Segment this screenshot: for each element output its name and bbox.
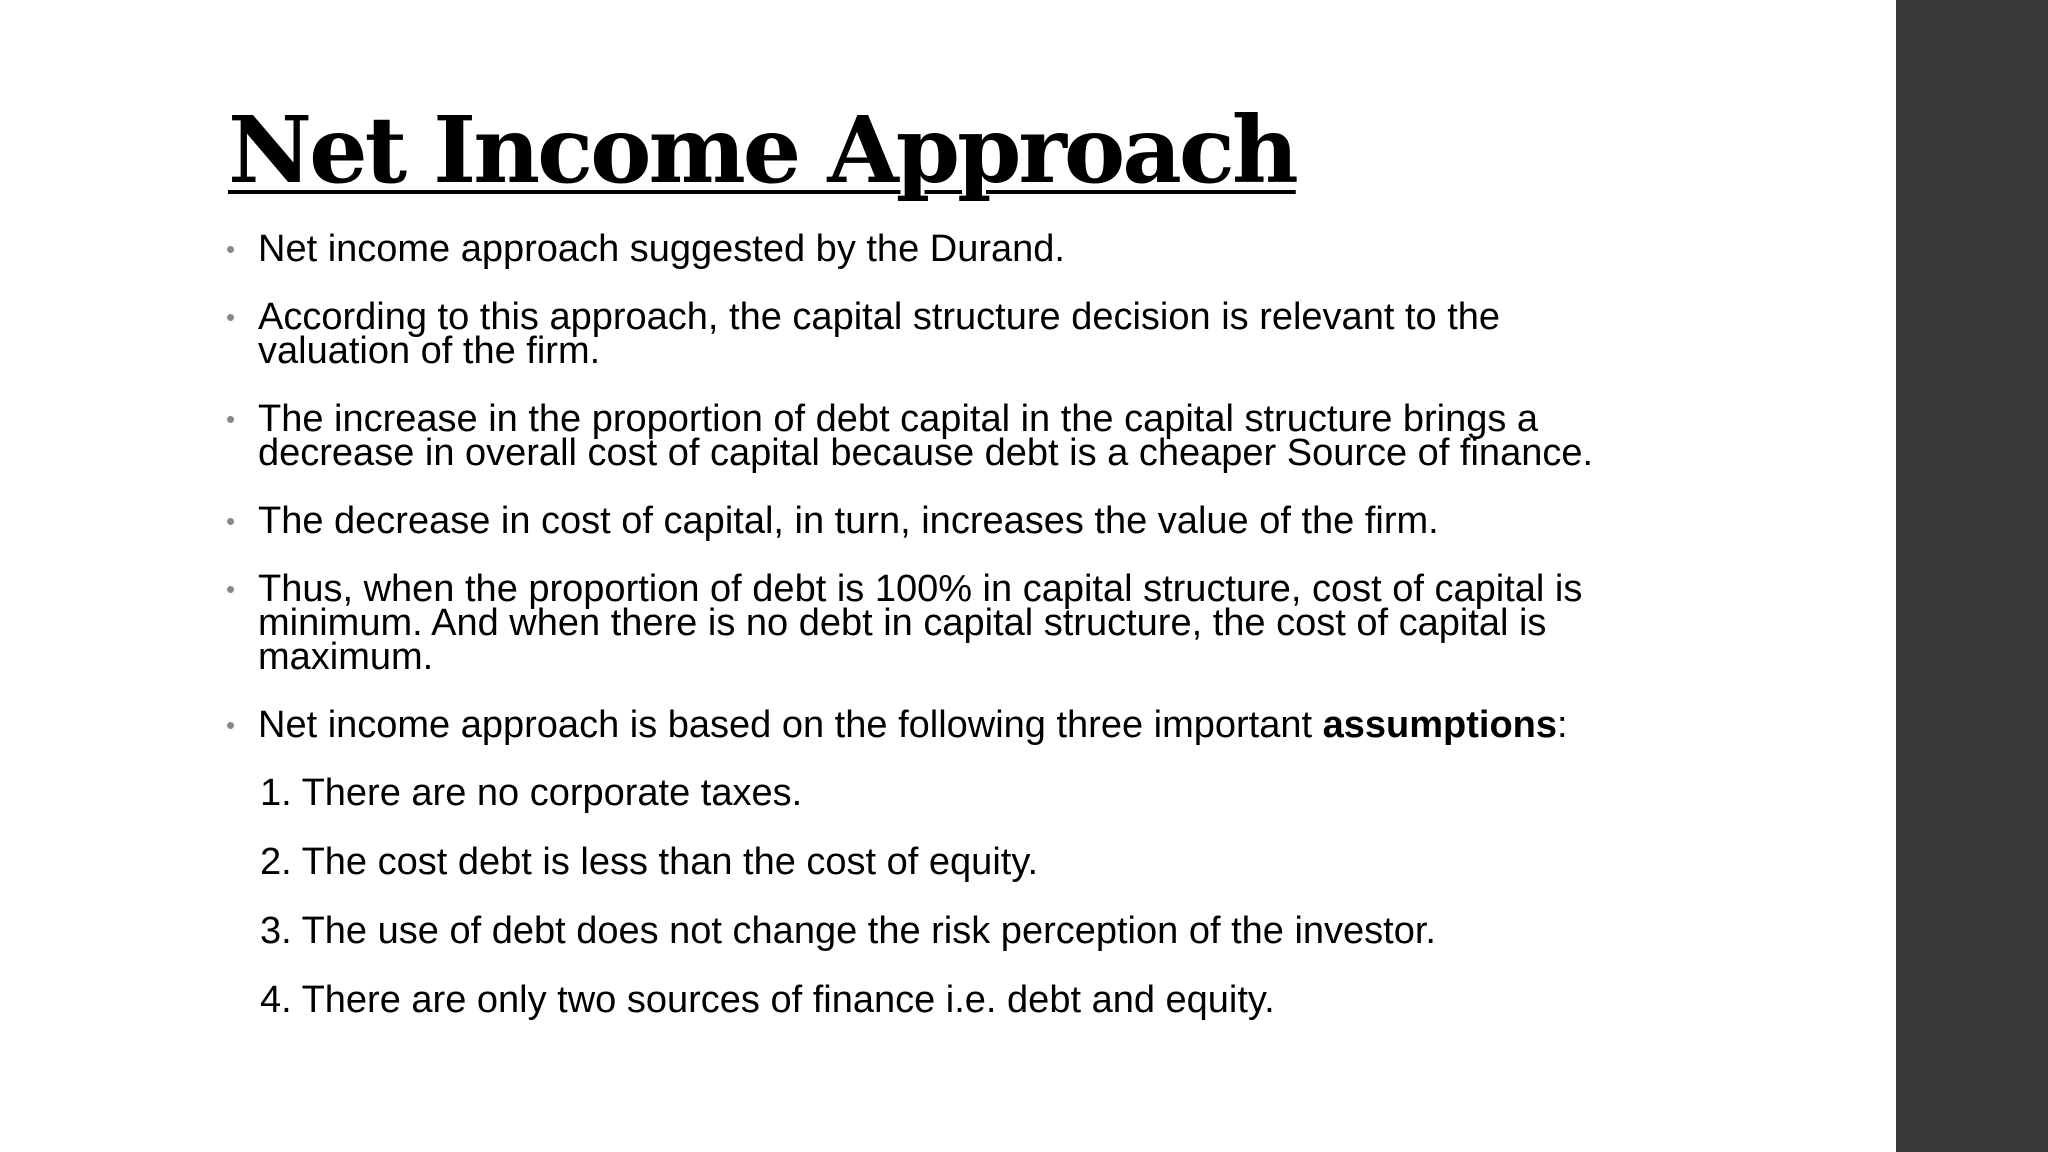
- bullet-icon: •: [226, 506, 236, 536]
- bullet-icon: •: [226, 234, 236, 264]
- assumption-text: The cost debt is less than the cost of equity.: [301, 841, 1039, 883]
- bullet-item: [222, 568, 1642, 678]
- assumption-number: 3.: [260, 910, 292, 952]
- assumption-item: [222, 910, 1642, 952]
- bullet-item: [222, 228, 1642, 270]
- decorative-side-bar: [1896, 0, 2048, 1152]
- assumption-text: There are only two sources of finance i.e. debt and equity.: [301, 979, 1275, 1021]
- bullet-item: [222, 500, 1642, 542]
- assumption-text: There are no corporate taxes.: [301, 772, 803, 814]
- assumption-number: 1.: [260, 772, 292, 814]
- assumptions-intro-text: Net income approach is based on the following three important: [258, 704, 1323, 746]
- slide-title: Net Income Approach: [228, 96, 1296, 204]
- assumption-item: [222, 772, 1642, 814]
- bullet-text: According to this approach, the capital structure decision is relevant to the valuation of the firm.: [258, 296, 1501, 372]
- bullet-icon: •: [226, 302, 236, 332]
- bullet-icon: •: [226, 574, 236, 604]
- assumptions-suffix: :: [1557, 704, 1568, 746]
- bullet-text: The decrease in cost of capital, in turn, increases the value of the firm.: [258, 500, 1439, 542]
- bullet-text: Thus, when the proportion of debt is 100% in capital structure, cost of capital is minimum. And when there is no debt in capital structure, the cost of capital is maximum.: [258, 568, 1583, 678]
- bullet-item-assumptions: [222, 704, 1642, 746]
- bullet-text: Net income approach suggested by the Durand.: [258, 228, 1065, 270]
- bullet-item: [222, 296, 1642, 372]
- bullet-text: The increase in the proportion of debt capital in the capital structure brings a decrease in overall cost of capital because debt is a cheaper Source of finance.: [258, 398, 1594, 474]
- bullet-list: [222, 228, 1642, 1052]
- assumption-item: [222, 841, 1642, 883]
- bullet-icon: •: [226, 710, 236, 740]
- bullet-item: [222, 398, 1642, 474]
- assumption-number: 4.: [260, 979, 292, 1021]
- assumptions-bold-word: assumptions: [1322, 704, 1558, 746]
- bullet-icon: •: [226, 404, 236, 434]
- assumption-number: 2.: [260, 841, 292, 883]
- assumption-text: The use of debt does not change the risk perception of the investor.: [301, 910, 1436, 952]
- assumption-item: [222, 979, 1642, 1021]
